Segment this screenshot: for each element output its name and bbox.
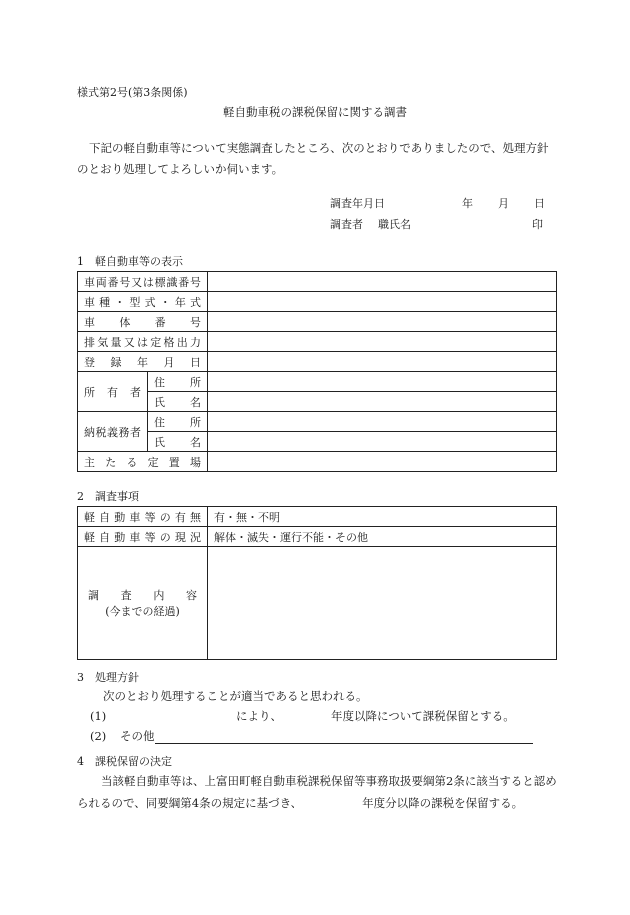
row-owner-label: 所有者 [78, 372, 148, 412]
section3-lead: 次のとおり処理することが適当であると思われる。 [103, 689, 368, 703]
row-displacement-value[interactable] [208, 332, 557, 352]
row-displacement-label: 排気量又は定格出力 [78, 332, 208, 352]
policy-item2-label: その他 [120, 729, 155, 743]
row-registered-label: 登録年月日 [78, 352, 208, 372]
content-sublabel: (今までの経過) [105, 605, 180, 618]
decision-paragraph [77, 770, 559, 814]
section4-heading: 4 課税保留の決定 [77, 755, 172, 768]
other-underline[interactable] [155, 743, 533, 744]
surveyor-label: 調査者 [330, 218, 363, 231]
status-value[interactable]: 解体・滅失・運行不能・その他 [208, 527, 557, 547]
intro-paragraph: 下記の軽自動車等について実態調査したところ、次のとおりでありましたので、処理方針のとおり処理してよろしいか伺います。 [77, 141, 549, 176]
owner-name-label: 氏名 [148, 392, 208, 412]
survey-month: 月 [498, 197, 509, 210]
policy-item1-end: 年度以降について課税保留とする。 [331, 709, 515, 723]
position-name-label: 職氏名 [378, 218, 411, 231]
section3-heading: 3 処理方針 [77, 671, 139, 684]
owner-address-value[interactable] [208, 372, 557, 392]
taxpayer-name-value[interactable] [208, 432, 557, 452]
taxpayer-name-label: 氏名 [148, 432, 208, 452]
row-storage-label: 主たる定置場 [78, 452, 208, 472]
vehicle-table [77, 271, 557, 472]
policy-item1-number: (1) [90, 709, 107, 723]
existence-label: 軽自動車等の有無 [78, 507, 208, 527]
row-registered-value[interactable] [208, 352, 557, 372]
taxpayer-address-value[interactable] [208, 412, 557, 432]
owner-name-value[interactable] [208, 392, 557, 412]
content-label-cell [78, 547, 208, 660]
section2-heading: 2 調査事項 [77, 490, 139, 503]
row-storage-value[interactable] [208, 452, 557, 472]
status-label: 軽自動車等の現況 [78, 527, 208, 547]
row-type-value[interactable] [208, 292, 557, 312]
survey-year: 年 [462, 197, 473, 210]
document-title: 軽自動車税の課税保留に関する調書 [223, 105, 407, 119]
row-body-label: 車体番号 [78, 312, 208, 332]
owner-address-label: 住所 [148, 372, 208, 392]
row-plate-label: 車両番号又は標識番号 [78, 272, 208, 292]
policy-item1-mid: により、 [236, 709, 282, 723]
survey-table [77, 506, 557, 660]
seal-label: 印 [532, 218, 543, 231]
form-number: 様式第2号(第3条関係) [77, 86, 188, 99]
survey-day: 日 [534, 197, 545, 210]
content-value[interactable] [208, 547, 557, 660]
decision-text-b: 年度分以降の課税を保留する。 [362, 796, 524, 810]
survey-date-label: 調査年月日 [330, 197, 385, 210]
row-taxpayer-label: 納税義務者 [78, 412, 148, 452]
decision-text-a: 当該軽自動車等は、上富田町軽自動車税課税保留等事務取扱要綱第2条に該当すると認められるので、同要綱第4条の規定に基づき、 [77, 774, 557, 810]
row-type-label: 車種・型式・年式 [78, 292, 208, 312]
existence-value[interactable]: 有・無・不明 [208, 507, 557, 527]
row-body-value[interactable] [208, 312, 557, 332]
taxpayer-address-label: 住所 [148, 412, 208, 432]
content-label: 調査内容 [88, 589, 197, 602]
policy-item2-number: (2) [90, 729, 107, 743]
row-plate-value[interactable] [208, 272, 557, 292]
section1-heading: 1 軽自動車等の表示 [77, 255, 183, 268]
